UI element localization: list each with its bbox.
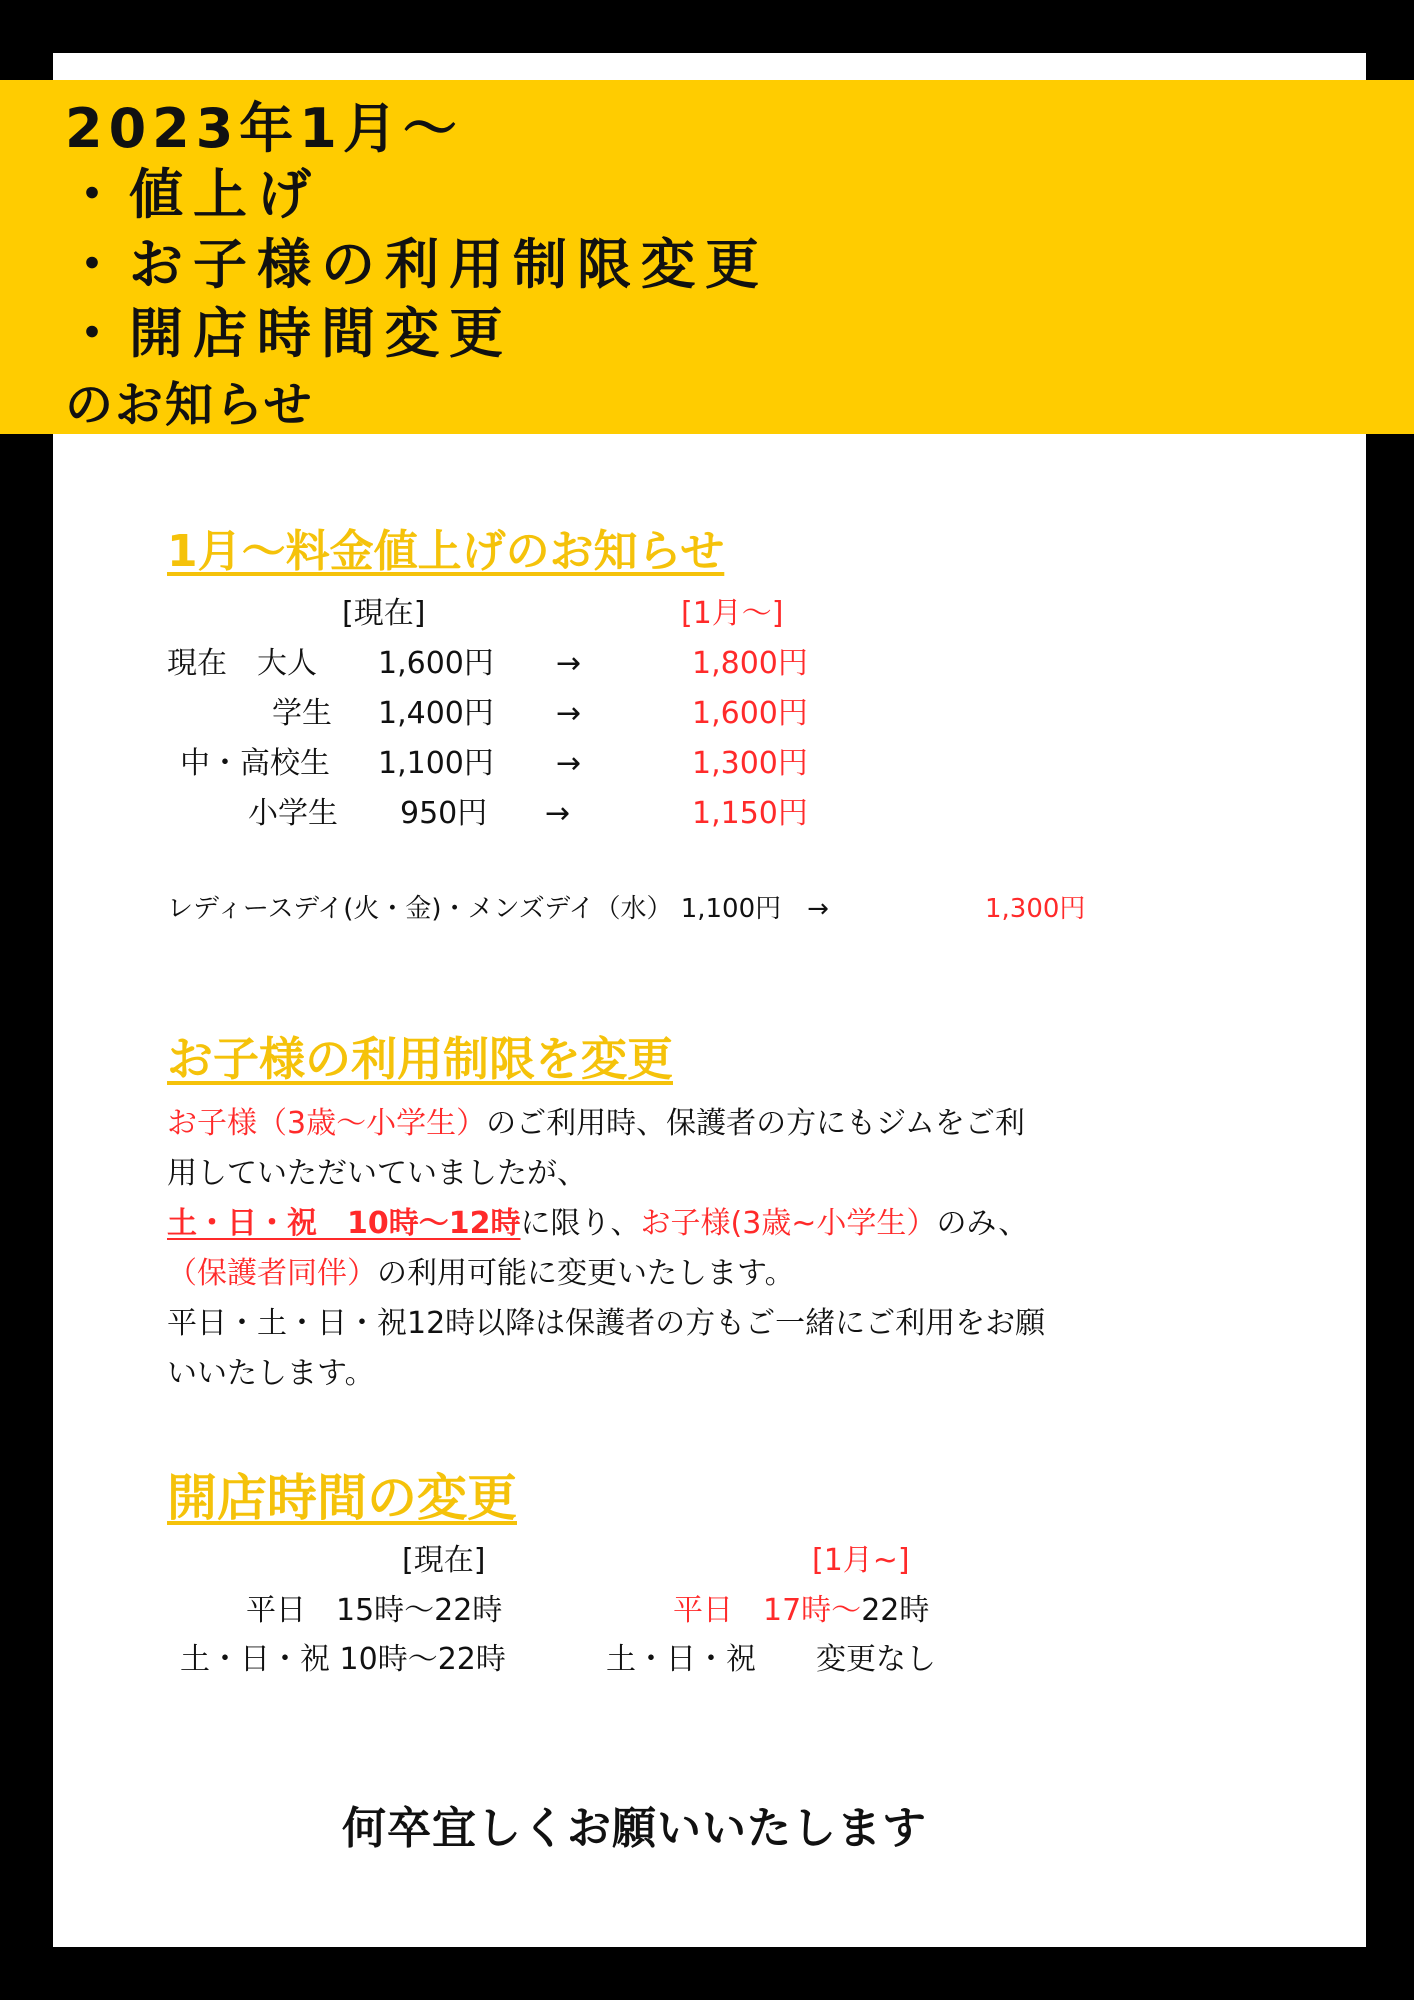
children-section-heading: お子様の利用制限を変更 — [167, 1032, 673, 1086]
children-text-4: の利用可能に変更いたします。 — [377, 1256, 795, 1291]
banner-date-line: 2023年1月～ — [65, 97, 463, 160]
hours-weekend-current: 土・日・祝 10時～22時 — [180, 1642, 506, 1677]
children-text-3b: のみ、 — [936, 1206, 1029, 1241]
children-para-line-3 — [167, 1206, 1028, 1242]
banner-notice-suffix: のお知らせ — [65, 377, 314, 433]
hours-weekday-new-start: 平日 17時～ — [673, 1593, 862, 1628]
price-row-adult-new: 1,800円 — [692, 646, 808, 681]
hours-col-current-header: [現在] — [402, 1543, 486, 1578]
children-text-3a: に限り、 — [520, 1206, 641, 1241]
price-row-highschool-current: 1,100円 — [378, 746, 494, 781]
price-row-student-current: 1,400円 — [378, 696, 494, 731]
guardian-accompany-note: （保護者同伴） — [167, 1256, 377, 1291]
price-row-elementary-current: 950円 — [400, 796, 488, 831]
banner-item-hours-change: ・開店時間変更 — [65, 302, 513, 365]
price-row-highschool-new: 1,300円 — [692, 746, 808, 781]
announcement-banner — [0, 80, 1414, 434]
children-para-line-5: 平日・土・日・祝12時以降は保護者の方もご一緒にご利用をお願 — [167, 1306, 1046, 1341]
price-row-student-arrow: → — [556, 696, 582, 731]
price-col-new-header: [1月～] — [681, 596, 784, 631]
hours-weekend-new: 土・日・祝 変更なし — [606, 1642, 936, 1677]
price-row-student-label: 学生 — [272, 696, 332, 731]
price-row-adult-label: 現在 大人 — [167, 646, 317, 681]
children-para-line-4 — [167, 1256, 795, 1292]
ladies-mens-day-new-price: 1,300円 — [985, 894, 1086, 924]
price-row-adult-arrow: → — [556, 646, 582, 681]
hours-weekday-new — [673, 1593, 929, 1629]
hours-weekday-new-end: 22時 — [861, 1593, 930, 1628]
price-row-adult-current: 1,600円 — [378, 646, 494, 681]
closing-message: 何卒宜しくお願いいたします — [342, 1803, 927, 1854]
children-age-range-2: お子様(3歳~小学生） — [640, 1206, 937, 1241]
banner-item-price-increase: ・値上げ — [65, 163, 321, 226]
ladies-mens-day-text: レディースデイ(火・金)・メンズデイ（水） 1,100円 → — [167, 894, 829, 924]
children-age-range: お子様（3歳～小学生） — [167, 1106, 487, 1141]
hours-col-new-header: [1月~] — [812, 1543, 910, 1578]
price-row-student-new: 1,600円 — [692, 696, 808, 731]
children-para-line-2: 用していただいていましたが、 — [167, 1156, 587, 1191]
children-text-1: のご利用時、保護者の方にもジムをご利 — [486, 1106, 1025, 1141]
price-section-heading: 1月～料金値上げのお知らせ — [167, 526, 725, 577]
price-row-elementary-label: 小学生 — [248, 796, 338, 831]
children-para-line-6: いいたします。 — [167, 1356, 375, 1391]
children-para-line-1 — [167, 1106, 1025, 1142]
weekend-time-window: 土・日・祝 10時～12時 — [167, 1206, 521, 1241]
price-row-elementary-new: 1,150円 — [692, 796, 808, 831]
price-row-highschool-label: 中・高校生 — [180, 746, 330, 781]
hours-section-heading: 開店時間の変更 — [167, 1469, 517, 1527]
price-row-highschool-arrow: → — [556, 746, 582, 781]
banner-item-child-restriction: ・お子様の利用制限変更 — [65, 233, 769, 296]
hours-weekday-current: 平日 15時～22時 — [246, 1593, 503, 1628]
price-row-elementary-arrow: → — [545, 796, 571, 831]
price-col-current-header: [現在] — [342, 596, 426, 631]
